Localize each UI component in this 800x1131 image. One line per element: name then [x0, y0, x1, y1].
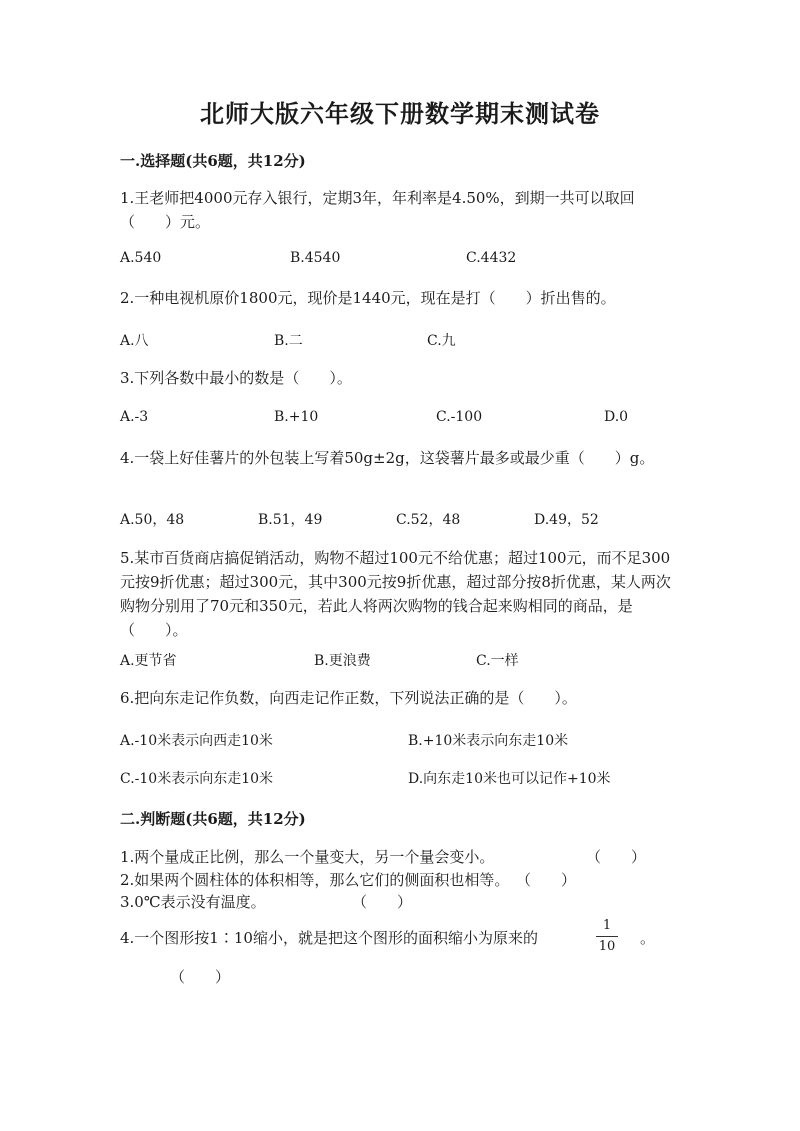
q2-option-b: B.二 — [274, 333, 303, 349]
judge-item-4-answer: （ ） — [170, 968, 231, 986]
judge-item-3-answer: （ ） — [352, 893, 413, 911]
q4-option-b: B.51，49 — [258, 512, 323, 528]
question-1: 1.王老师把4000元存入银行，定期3年，年利率是4.50%，到期一共可以取回（ ）元。 — [120, 189, 635, 231]
q1-option-b: B.4540 — [290, 250, 341, 266]
fraction-one-tenth — [596, 918, 618, 955]
q6-option-a: A.-10米表示向西走10米 — [120, 733, 273, 749]
q2-option-c: C.九 — [427, 333, 456, 349]
q3-option-c: C.-100 — [436, 409, 483, 425]
question-2: 2.一种电视机原价1800元，现价是1440元，现在是打（ ）折出售的。 — [120, 289, 616, 307]
q5-option-c: C.一样 — [476, 653, 519, 669]
question-5: 5.某市百货商店搞促销活动，购物不超过100元不给优惠；超过100元，而不足300元按9折优惠；超过300元，其中300元按9折优惠，超过部分按8折优惠，某人两次购物分别用了70元和350元，若此人将两次购物的钱合起来购相同的商品，是（ ）。 — [120, 549, 671, 639]
q6-option-d: D.向东走10米也可以记作+10米 — [408, 771, 611, 787]
judge-item-4: 4.一个图形按1∶10缩小，就是把这个图形的面积缩小为原来的 — [120, 929, 538, 947]
q1-option-c: C.4432 — [466, 250, 517, 266]
judge-item-1-answer: （ ） — [586, 848, 647, 866]
q4-option-d: D.49，52 — [534, 512, 599, 528]
q6-option-c: C.-10米表示向东走10米 — [120, 771, 274, 787]
judge-item-4-period: 。 — [640, 929, 656, 947]
q5-option-b: B.更浪费 — [314, 653, 371, 669]
fraction-denominator: 10 — [598, 939, 616, 954]
page-title: 北师大版六年级下册数学期末测试卷 — [200, 99, 600, 128]
section-heading-choice: 一.选择题(共6题，共12分) — [120, 152, 306, 170]
q3-option-d: D.0 — [604, 409, 629, 425]
q5-option-a: A.更节省 — [120, 653, 177, 669]
question-4: 4.一袋上好佳薯片的外包装上写着50g±2g，这袋薯片最多或最少重（ ）g。 — [120, 449, 655, 467]
judge-item-3: 3.0℃表示没有温度。 — [120, 893, 266, 911]
judge-item-1: 1.两个量成正比例，那么一个量变大，另一个量会变小。 — [120, 848, 495, 866]
judge-item-2: 2.如果两个圆柱体的体积相等，那么它们的侧面积也相等。 — [120, 871, 510, 889]
question-3: 3.下列各数中最小的数是（ ）。 — [120, 369, 352, 387]
q6-option-b: B.+10米表示向东走10米 — [408, 733, 569, 749]
q4-option-a: A.50，48 — [120, 512, 185, 528]
q1-option-a: A.540 — [120, 250, 162, 266]
question-6: 6.把向东走记作负数，向西走记作正数，下列说法正确的是（ ）。 — [120, 689, 577, 707]
fraction-bar — [596, 936, 618, 937]
section-heading-judgement: 二.判断题(共6题，共12分) — [120, 810, 306, 828]
q4-option-c: C.52，48 — [396, 512, 461, 528]
fraction-numerator: 1 — [602, 918, 612, 933]
q2-option-a: A.八 — [120, 333, 149, 349]
q3-option-b: B.+10 — [274, 409, 319, 425]
judge-item-2-answer: （ ） — [516, 871, 577, 889]
q3-option-a: A.-3 — [120, 409, 149, 425]
